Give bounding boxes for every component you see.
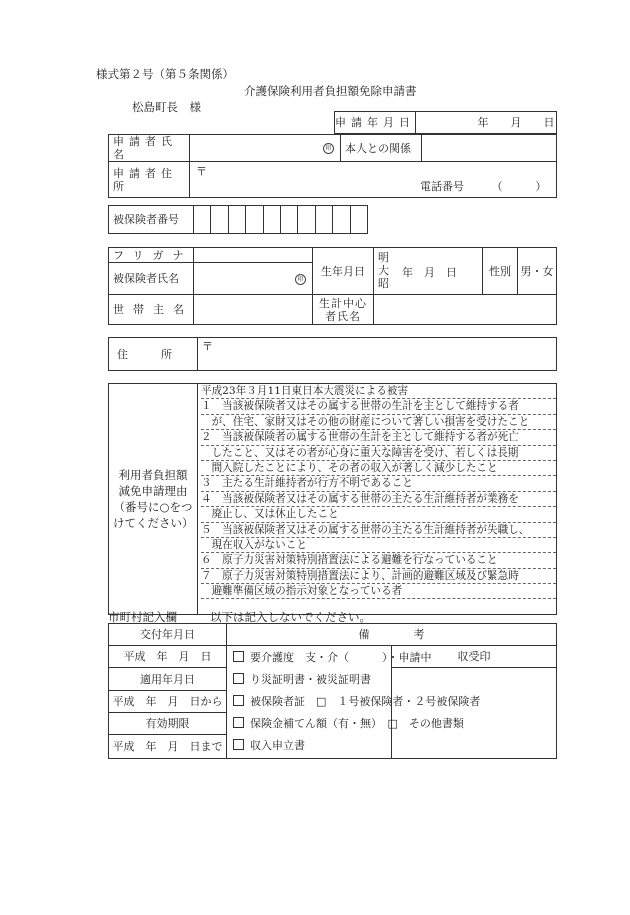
remarks-label: 備 考 [227, 624, 557, 646]
reason-line[interactable]: １ 当該被保険者又はその属する世帯の生計を主として維持する者 [201, 399, 556, 414]
remarks-item[interactable]: 要介護度 支・介（ ）・申請中 [233, 648, 391, 670]
application-date-table [334, 111, 557, 134]
household-head-label: 世帯主名 [109, 295, 194, 325]
birth-date-value: 年 月 日 [402, 266, 457, 279]
issue-date-label: 交付年月日 [109, 624, 227, 646]
digit-box[interactable] [263, 206, 280, 234]
checkbox[interactable] [233, 717, 244, 728]
digit-box[interactable] [194, 206, 211, 234]
reason-line: 間入院したことにより、その者の収入が著しく減少したこと [201, 461, 556, 476]
reason-line: 廃止し、又は休止したこと [201, 507, 556, 522]
insured-address-table [108, 337, 557, 371]
digit-box[interactable] [350, 206, 367, 234]
insured-table [108, 247, 557, 325]
insured-number-label: 被保険者番号 [109, 206, 194, 234]
digit-box[interactable] [246, 206, 263, 234]
remarks-item[interactable]: 保険金補てん額（有・無） □ その他書類 [233, 714, 391, 736]
reason-line: が、住宅、家財又はその他の財産について著しい損害を受けたこと [201, 415, 556, 430]
reason-line[interactable]: ２ 当該被保険者の属する世帯の生計を主として維持する者が死亡 [201, 430, 556, 445]
reason-line: したこと、又はその者が心身に重大な障害を受け、若しくは長期 [201, 446, 556, 461]
era-showa: 昭 [378, 277, 389, 290]
insured-name-label: 被保険者氏名 [109, 263, 194, 295]
office-table [108, 623, 557, 759]
reason-line[interactable]: ５ 当該被保険者又はその属する世帯の主たる生計維持者が失職し、 [201, 523, 556, 538]
phone-label: 電話番号 （ ） [420, 180, 547, 193]
page-title: 介護保険利用者負担額免除申請書 [244, 84, 417, 98]
furigana-field[interactable] [194, 248, 313, 263]
household-head-field[interactable] [194, 295, 313, 325]
birth-date-label: 生年月日 [313, 248, 374, 295]
seal-mark: 印 [323, 143, 334, 154]
applicable-date-value: 平成 年 月 日から [109, 691, 227, 713]
valid-period-label: 有効期限 [109, 713, 227, 735]
applicant-name-label: 申請者氏名 [109, 135, 190, 162]
reason-line[interactable]: ７ 原子力災害対策特別措置法により、計画的避難区域及び緊急時 [201, 569, 556, 584]
checkbox[interactable] [233, 673, 244, 684]
relation-label: 本人との関係 [341, 135, 422, 162]
applicant-address-label: 申請者住所 [109, 162, 190, 198]
postal-mark: 〒 [196, 165, 207, 178]
checkbox[interactable] [233, 739, 244, 750]
gender-field[interactable]: 男・女 [518, 248, 557, 295]
receipt-stamp-field[interactable] [392, 668, 557, 759]
insured-name-field[interactable] [194, 263, 313, 295]
insured-number-table [108, 205, 368, 234]
checkbox[interactable] [233, 695, 244, 706]
issue-date-value: 平成 年 月 日 [109, 646, 227, 668]
reason-line: 避難準備区域の指示対象となっている者 [201, 584, 556, 599]
digit-box[interactable] [298, 206, 315, 234]
applicable-date-label: 適用年月日 [109, 668, 227, 691]
applicant-name-field[interactable] [190, 135, 341, 162]
office-note: 以下は記入しないでください。 [210, 610, 371, 624]
furigana-label: フリガナ [109, 248, 194, 263]
receipt-stamp-label: 収受印 [392, 646, 557, 668]
reason-line[interactable]: ４ 当該被保険者又はその属する世帯の主たる生計維持者が業務を [201, 492, 556, 507]
remarks-item[interactable]: 収入申立書 [233, 736, 391, 758]
reason-line: 現在収入がないこと [201, 538, 556, 553]
postal-mark: 〒 [202, 340, 213, 353]
applicant-address-field[interactable] [190, 162, 557, 198]
reason-line[interactable]: ３ 主たる生計維持者が行方不明であること [201, 476, 556, 491]
relation-field[interactable] [422, 135, 557, 162]
reason-label: 利用者負担額減免申請理由（番号に○をつけてください） [109, 384, 198, 615]
digit-box[interactable] [211, 206, 228, 234]
digit-box[interactable] [315, 206, 332, 234]
livelihood-head-label: 生計中心者氏名 [313, 295, 374, 325]
form-number: 様式第２号（第５条関係） [96, 67, 234, 81]
reason-table [108, 383, 557, 615]
remarks-item[interactable]: 被保険者証 □ １号被保険者・２号被保険者 [233, 692, 391, 714]
office-label: 市町村記入欄 [108, 610, 177, 624]
livelihood-head-field[interactable] [374, 295, 557, 325]
era-taisho: 大 [378, 264, 389, 277]
gender-label: 性別 [483, 248, 518, 295]
reason-heading: 平成23年３月11日東日本大震災による被害 [201, 384, 556, 399]
application-date-label: 申請年月日 [335, 112, 416, 134]
era-meiji: 明 [378, 251, 389, 264]
birth-date-field[interactable] [374, 248, 483, 295]
application-date-field[interactable]: 年 月 日 [416, 112, 557, 134]
insured-address-field[interactable] [198, 338, 557, 371]
digit-box[interactable] [228, 206, 245, 234]
reason-list [198, 384, 557, 615]
insured-address-label: 住 所 [109, 338, 198, 371]
digit-box[interactable] [280, 206, 297, 234]
digit-box[interactable] [333, 206, 350, 234]
addressee: 松島町長 様 [132, 100, 201, 114]
valid-period-value: 平成 年 月 日まで [109, 735, 227, 759]
applicant-table [108, 134, 557, 198]
reason-line[interactable]: ６ 原子力災害対策特別措置法による避難を行なっていること [201, 553, 556, 568]
remarks-item[interactable]: り災証明書・被災証明書 [233, 670, 391, 692]
seal-mark: 印 [295, 274, 306, 285]
checkbox[interactable] [233, 651, 244, 662]
